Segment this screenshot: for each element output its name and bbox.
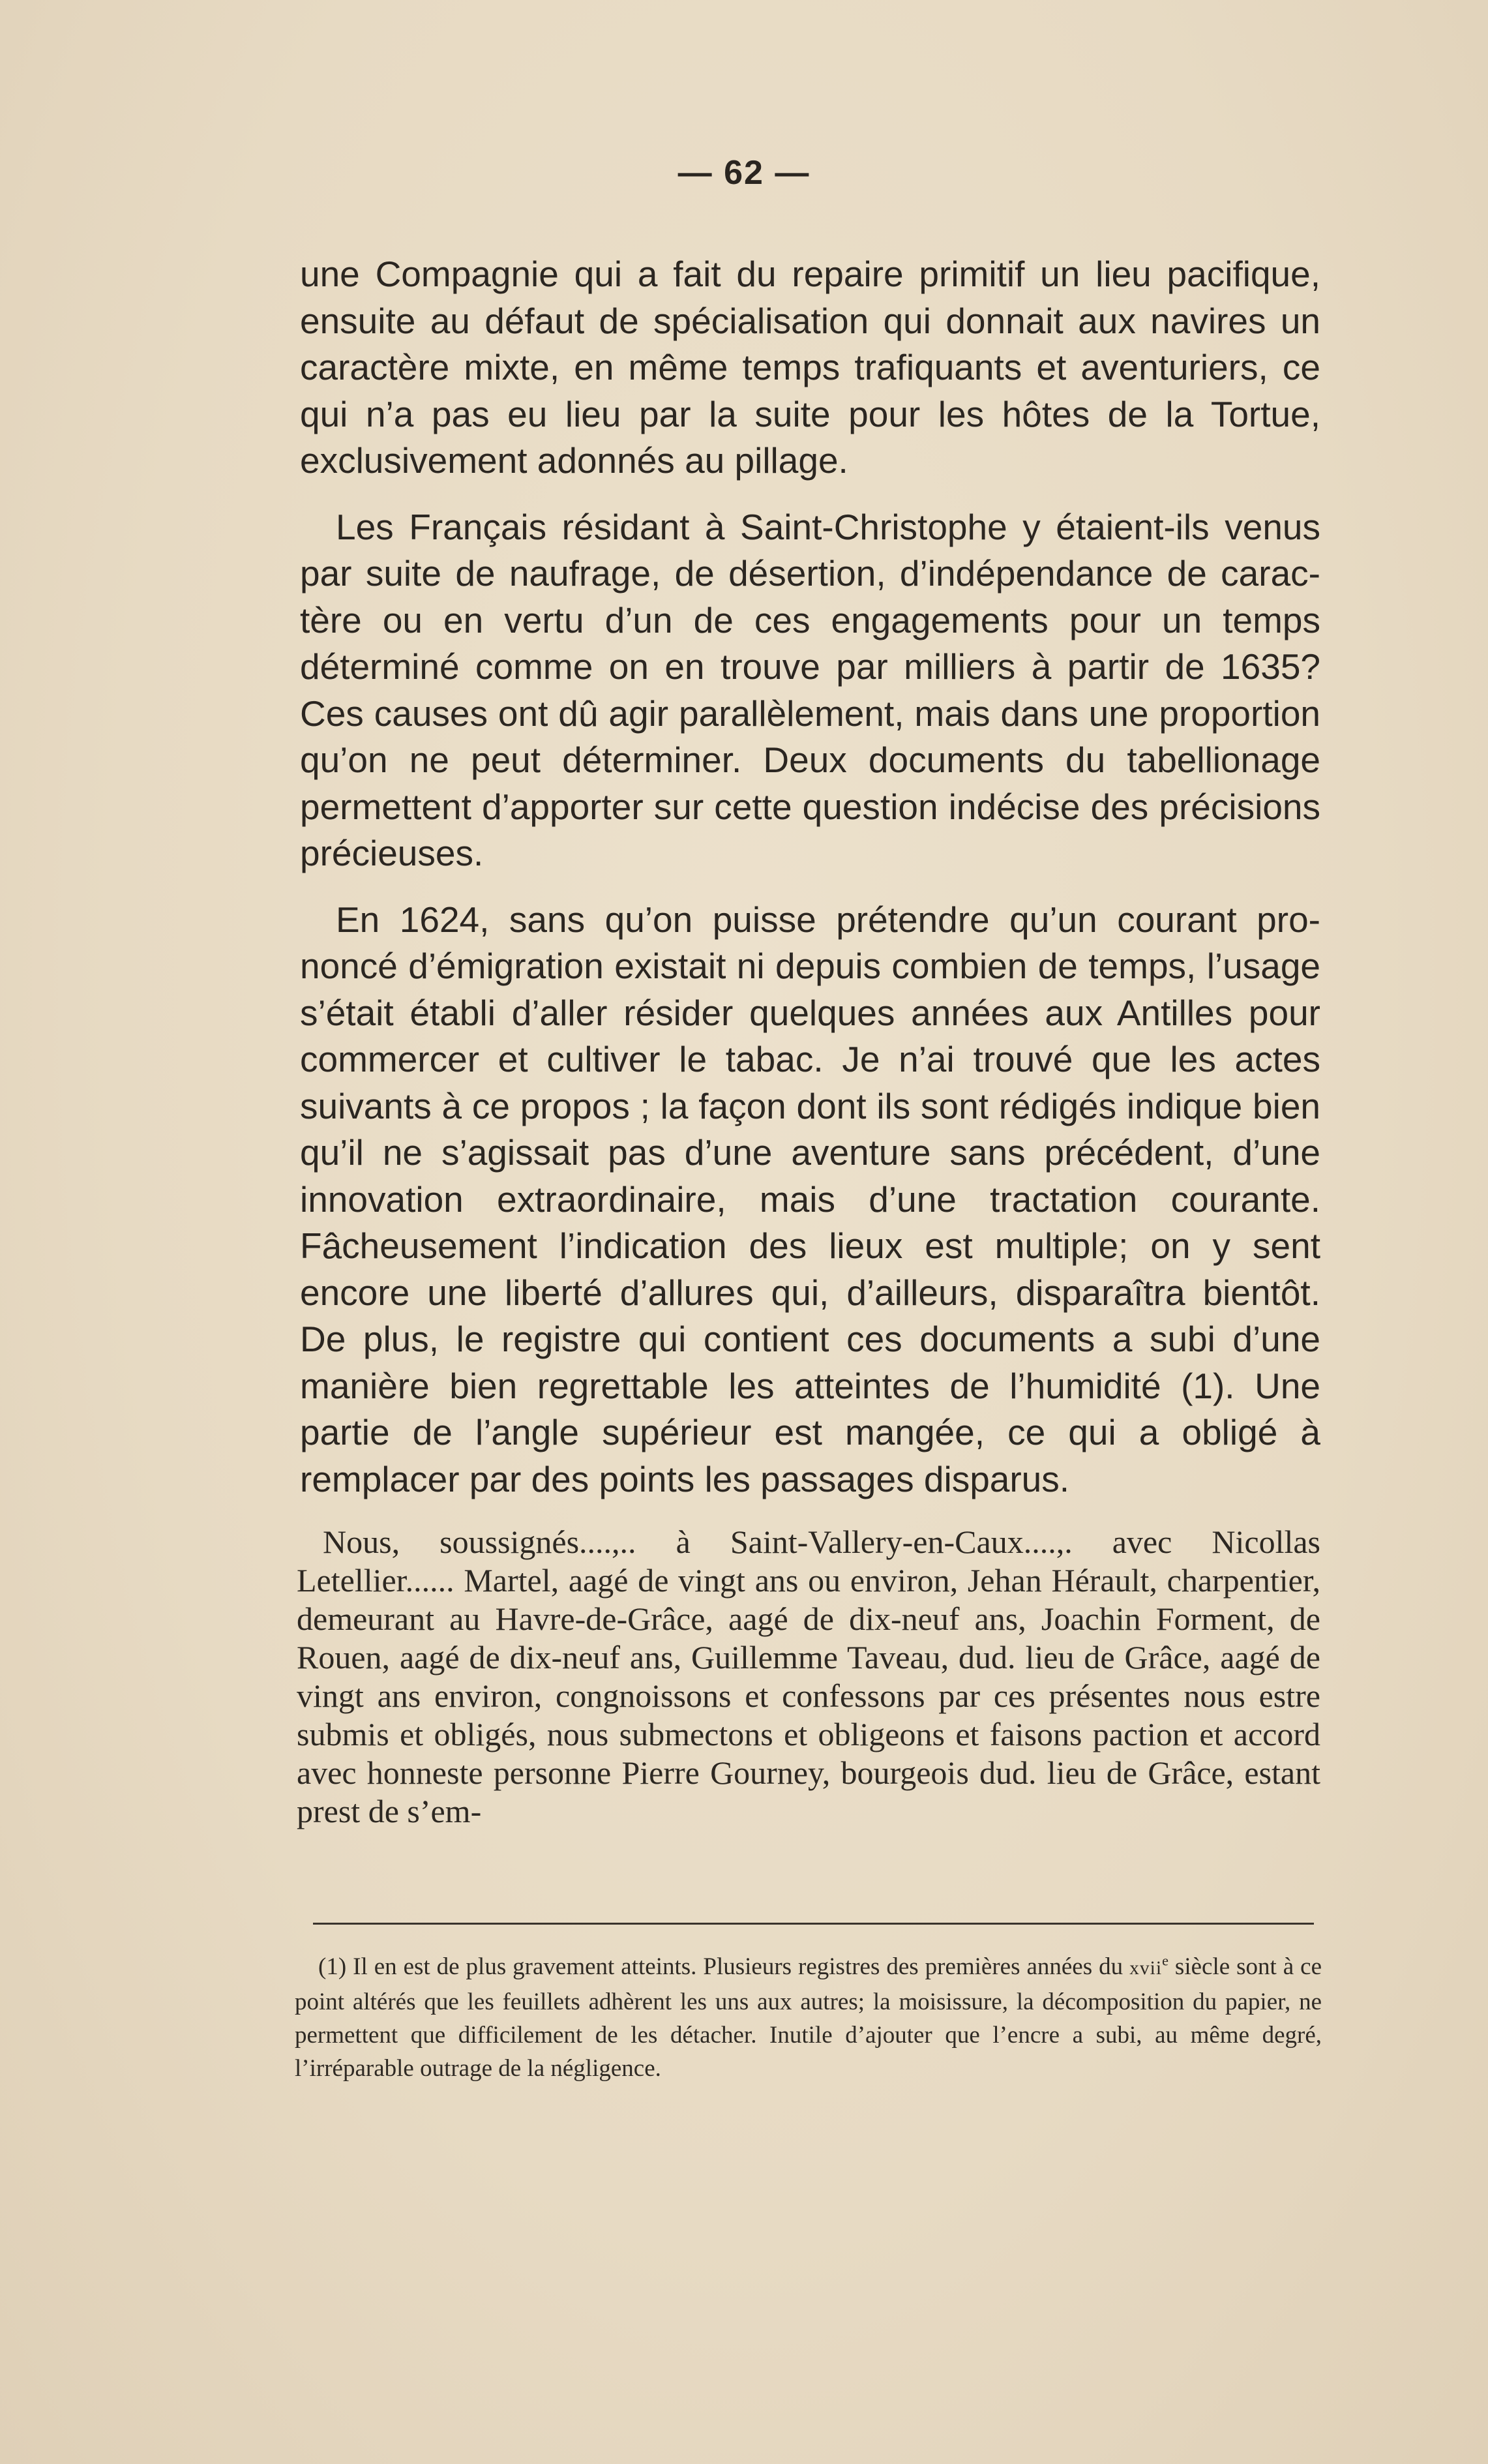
footnote-century-sup: e [1162,1952,1168,1969]
footnote-marker: (1) [318,1953,347,1980]
quoted-deed [297,1523,1320,1831]
footnote-text-after: siècle sont à ce point altérés que les feuillets adhèrent les uns aux autres; la moisissure, la décomposition du papier, ne permettent que difficilement de les détacher. Inutile d’ajouter que l’encre a subi, au même degré, l’irréparable outrage de la négligence. [295,1953,1322,2082]
footnote-divider [313,1923,1314,1925]
quote-text: Nous, soussignés....,.. à Saint-Vallery-en-Caux....,. avec Nicollas Letellier...... Martel, aagé de vingt ans ou environ, Jehan Hérault, charpentier, demeurant au Havre-de-Grâce, aagé de dix-neuf ans, Joachin Forment, de Rouen, aagé de dix-neuf ans, Guillemme Taveau, dud. lieu de Grâce, aagé de vingt ans environ, congnoissons et confessons par ces présentes nous estre submis et obligés, nous submectons et obligeons et faisons paction et accord avec honneste personne Pierre Gourney, bourgeois dud. lieu de Grâce, estant prest de s’em- [297,1524,1320,1829]
footnotes [295,1950,1322,2085]
page-number: — 62 — [677,154,811,192]
footnote-text-before: Il en est de plus gravement atteints. Plusieurs registres des premières années du [353,1953,1130,1980]
main-text [300,251,1320,1522]
footnote-1 [295,1950,1322,2085]
paragraph-3: En 1624, sans qu’on puisse prétendre qu’un courant prononcé d’émigration existait ni depuis combien de temps, l’usage s’était établi d’aller résider quelques années aux Antilles pour commercer et cultiver le tabac. Je n’ai trouvé que les actes suivants à ce propos ; la façon dont ils sont rédigés indique bien qu’il ne s’agissait pas d’une aventure sans précédent, d’une innovation extraordinaire, mais d’une tractation courante. Fâcheusement l’indication des lieux est multiple; on y sent encore une liberté d’allures qui, d’ailleurs, disparaîtra bientôt. De plus, le registre qui contient ces documents a subi d’une manière bien regrettable les atteintes de l’humidité (1). Une partie de l’angle supérieur est mangée, ce qui a obligé à remplacer par des points les passages disparus. [300,899,1320,1499]
paragraph-2: Les Français résidant à Saint-Christophe y étaient-ils venus par suite de naufrage, de désertion, d’indépendance de caractère ou en vertu d’un de ces engagements pour un temps déterminé comme on en trouve par milliers à partir de 1635? Ces causes ont dû agir parallèlement, mais dans une proportion qu’on ne peut déterminer. Deux documents du tabellionage permettent d’apporter sur cette question indécise des précisions précieuses. [300,506,1320,873]
footnote-century: xvii [1129,1958,1163,1979]
paragraph-1: une Compagnie qui a fait du repaire primitif un lieu pacifique, ensuite au défaut de spécialisation qui donnait aux navires un caractère mixte, en même temps trafiquants et aventuriers, ce qui n’a pas eu lieu par la suite pour les hôtes de la Tortue, exclusivement adonnés au pillage. [300,254,1320,481]
